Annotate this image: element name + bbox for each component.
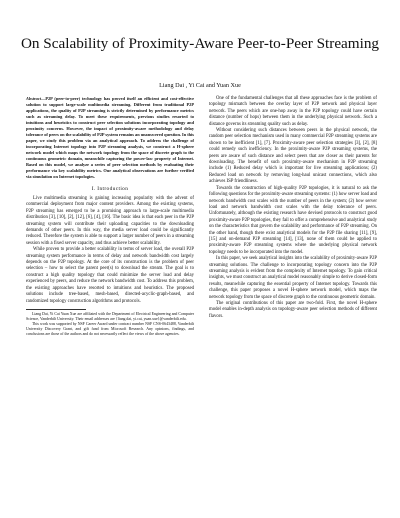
footnote-rule	[26, 309, 86, 310]
left-column	[26, 96, 194, 337]
body-paragraph: The original contributions of this paper are two-fold. First, the novel H-sphere model enables in-depth analysis on topology-aware peer selection methods of different flavors.	[209, 301, 377, 319]
body-paragraph: In this paper, we seek analytical insights into the scalability of proximity-aware P2P streaming solutions. The challenge to incorporating topology concern into the P2P streaming analysis is evident from the complexity of Internet topology. To gain critical insights, we must construct an analytical model reasonably simple to derive closed-form results, meanwhile capturing the essential property of Internet topology. Towards this challenge, this paper proposes a novel H-sphere network model, which maps the network topology from the space of discrete graph to the continuous geometric domain.	[209, 256, 377, 300]
section-heading: I. Introduction	[91, 186, 129, 192]
abstract-text: —P2P (peer-to-peer) technology has proved itself an efficient and cost-effective solution to support large-scale multimedia streaming. Different from traditional P2P applications, the quality of P2P streaming is strictly determined by performance metrics such as streaming delay. To meet these requirements, previous studies resorted to intuitions and heuristics to construct peer selection solutions incorporating topology and proximity concerns. However, the impact of proximity-aware methodology and delay tolerance of peers on the scalability of P2P system remains an unanswered question. In this paper, we study this problem via an analytical approach. To address the challenge of incorporating Internet topology into P2P streaming analysis, we construct a H-sphere network model which maps the network topology from the space of discrete graph to the continuous geometric domain, meanwhile capturing the power-law property of Internet. Based on this model, we analyze a series of peer selection methods by evaluating their performance via key scalability metrics. Our analytical observations are further verified via simulation on Internet topologies.	[26, 96, 194, 179]
intro-paragraph: Live multimedia streaming is gaining increasing popularity with the advent of commercial deployment from major content providers. Among the existing systems, P2P streaming has emerged to be a promising approach to large-scale multimedia distribution [3], [10], [2], [12], [6], [4], [16]. The basic idea is that each peer in the P2P streaming system will contribute their uploading capacities to the downloading demands of other peers. In this way, the media server load could be significantly reduced. Therefore the system is able to support a larger number of peers in a streaming session with a fixed server capacity, and thus achieve better scalability.	[26, 196, 194, 246]
footnote-funding: This work was supported by NSF Career Award under contract number NSF CNS-0643488, Vanderbilt University Discovery Grant, and gift fund from Microsoft Research. Any opinions, findings, and conclusions are those of the authors and do not necessarily reflect the views of the above agencies.	[26, 322, 194, 337]
right-column	[209, 96, 377, 320]
paper-authors: Liang Dai , Yi Cai and Yuan Xue	[159, 82, 241, 89]
abstract-label: Abstract	[26, 96, 41, 101]
body-paragraph: Without considering such distances between peers in the physical network, the random peer selection mechanism used in many commercial P2P streaming systems are shown to be inefficient [1], [7]. Proximity-aware peer selection strategies [3], [2], [8] could remedy such inefficiency. In the proximity-aware P2P streaming systems, the peers are aware of such distance and select peers that are closer as their parents for downloading. The benefit of such proximity-aware mechanism in P2P streaming include (1) Reduced delay which is important for live streaming applications; (2) Reduced load on network by removing long-haul unicast connections, which also achieves ISP friendliness.	[209, 128, 377, 185]
abstract	[26, 96, 194, 180]
footnote-affiliation: Liang Dai, Yi Cai Yuan Xue are affiliated with the Department of Electrical Engineering and Computer Science, Vanderbilt University. Their email addresses are {liang.dai, yi.cai, yuan.xue}@vanderbilt.edu.	[26, 311, 194, 321]
paper-title: On Scalability of Proximity-Aware Peer-to-Peer Streaming	[20, 35, 380, 52]
body-paragraph: Towards the construction of high-quality P2P topologies, it is natural to ask the following questions for the proximity-aware streaming systems: (1) how server load and network bandwidth cost scales with the number of peers in the system; (2) how server load and network bandwidth cost scales with the delay tolerance of peers. Unfortunately, although the existing research have devised protocols to construct good proximity-aware P2P topologies, they fail to offer a comprehensive and analytical study on the characteristics that govern the scalability and performance of P2P streaming. On the other hand, though there exist analytical models for the P2P file sharing [11], [9], [15] and on-demand P2P streaming [14], [13], none of them could be applied to proximity-aware P2P streaming systems where the underlying physical network topology needs to be incorporated into the model.	[209, 185, 377, 255]
intro-paragraph: While proven to provide a better scalability in terms of server load, the overall P2P streaming system performance in terms of delay and network bandwidth cost largely depends on the P2P topology. At the core of its construction is the problem of peer selection – how to select the parent peer(s) to download the stream. The goal is to construct a high quality topology that could minimize the server load and delay experienced by peers, and reduce the network bandwidth cost. To address this problem, the existing approaches have resorted to intuitions and heuristics. The proposed solutions include tree-based, mesh-based, directed-acyclic-graph-based, and randomized topology construction algorithms and protocols.	[26, 247, 194, 304]
body-paragraph: One of the fundamental challenges that all these approaches face is the problem of topology mismatch between the overlay layer of P2P network and physical layer network. The peers which are one-hop away in the P2P topology could have certain distance (number of hops) between them in the underlying physical network. Such a distance governs its streaming quality such as delay.	[209, 96, 377, 127]
